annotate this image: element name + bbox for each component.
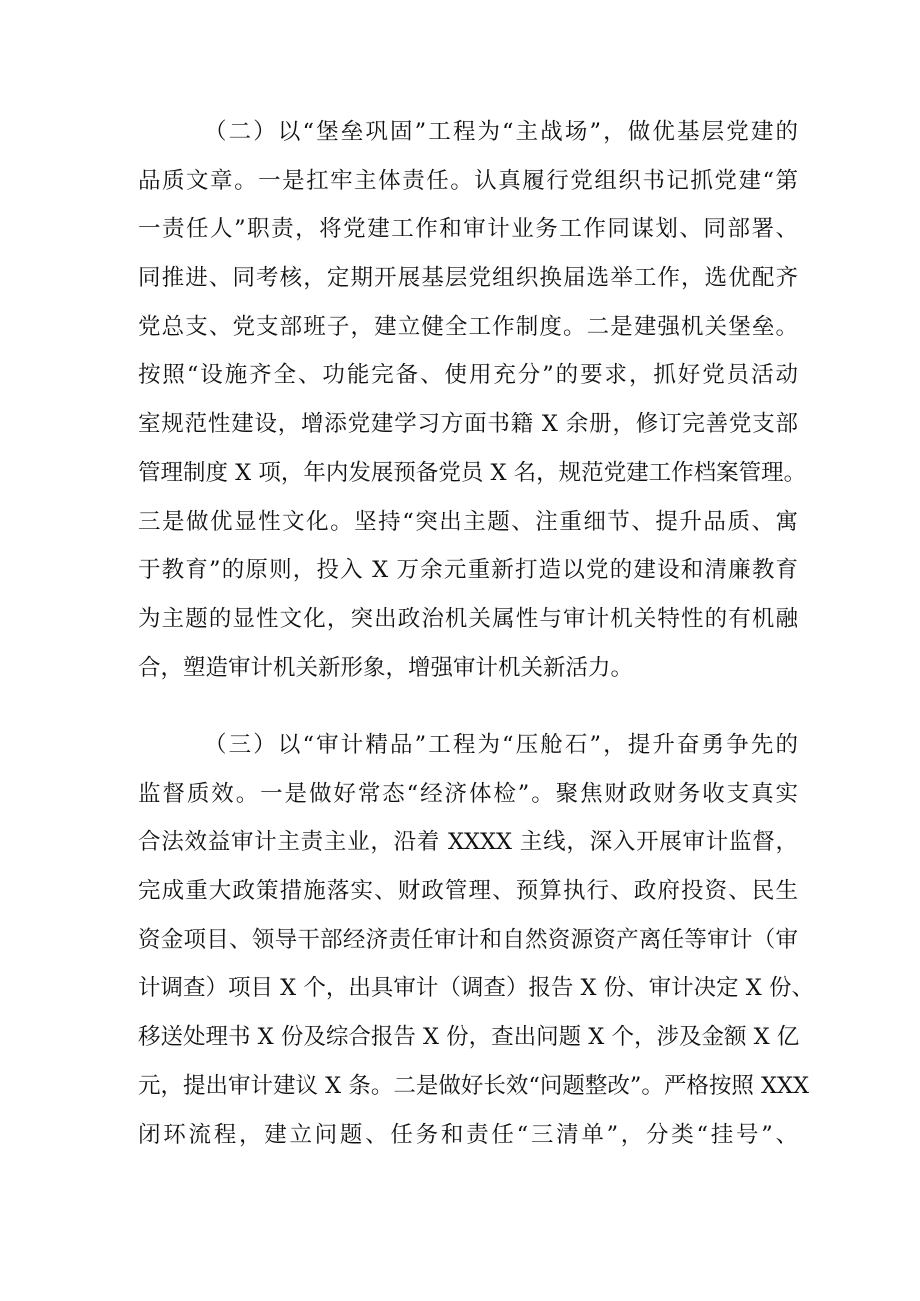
text-line: 合，塑造审计机关新形象，增强审计机关新活力。 (138, 654, 634, 681)
text-line: 资金项目、领导干部经济责任审计和自然资源资产离任等审计（审 (138, 926, 798, 953)
text-line: 一责任人”职责，将党建工作和审计业务工作同谋划、同部署、 (138, 216, 798, 243)
text-line: 按照“设施齐全、功能完备、使用充分”的要求，抓好党员活动 (138, 362, 798, 389)
text-line: 元，提出审计建议 X 条。二是做好长效“问题整改”。严格按照 XXX (138, 1072, 810, 1099)
text-line: 三是做优显性文化。坚持“突出主题、注重细节、提升品质、寓 (138, 508, 798, 535)
text-line: 室规范性建设，增添党建学习方面书籍 X 余册，修订完善党支部 (138, 411, 798, 438)
text-line: （二）以“堡垒巩固”工程为“主战场”，做优基层党建的 (204, 119, 798, 145)
paragraph-section-3 (138, 721, 814, 1159)
text-line: 党总支、党支部班子，建立健全工作制度。二是建强机关堡垒。 (138, 313, 798, 340)
text-line: 为主题的显性文化，突出政治机关属性与审计机关特性的有机融 (138, 605, 798, 632)
text-line: 闭环流程，建立问题、任务和责任“三清单”，分类“挂号”、 (138, 1121, 798, 1148)
text-line: 监督质效。一是做好常态“经济体检”。聚焦财政财务收支真实 (138, 780, 798, 807)
text-line: 合法效益审计主责主业，沿着 XXXX 主线，深入开展审计监督， (138, 829, 798, 856)
text-line: 计调查）项目 X 个，出具审计（调查）报告 X 份、审计决定 X 份、 (138, 975, 814, 1002)
text-line: 完成重大政策措施落实、财政管理、预算执行、政府投资、民生 (138, 878, 798, 905)
text-line: 移送处理书 X 份及综合报告 X 份，查出问题 X 个，涉及金额 X 亿 (138, 1024, 800, 1051)
text-line: 同推进、同考核，定期开展基层党组织换届选举工作，选优配齐 (138, 265, 798, 292)
text-line: （三）以“审计精品”工程为“压舱石”，提升奋勇争先的 (204, 732, 798, 758)
text-line: 于教育”的原则，投入 X 万余元重新打造以党的建设和清廉教育 (138, 557, 798, 584)
text-line: 品质文章。一是扛牢主体责任。认真履行党组织书记抓党建“第 (138, 167, 798, 194)
paragraph-section-2 (138, 108, 807, 692)
text-line: 管理制度 X 项，年内发展预备党员 X 名，规范党建工作档案管理。 (138, 459, 807, 486)
